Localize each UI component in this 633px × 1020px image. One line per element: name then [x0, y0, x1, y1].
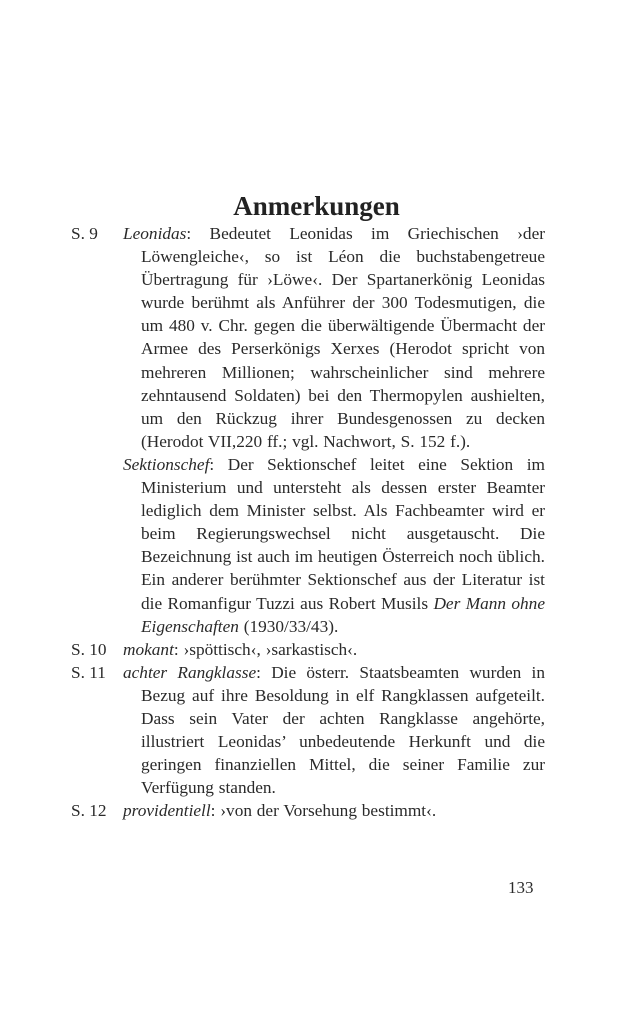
note-text: : Der Sektionschef leitet eine Sektion im Ministerium und untersteht als dessen erster Beamter lediglich dem Minister selbst. Als Fachbeamter wird er beim Regierungswechsel nicht ausgetauscht. Die Bezeichnung ist auch im heutigen Österreich noch üblich. Ein anderer berühmter Sektionschef aus der Literatur ist die Romanfigur Tuzzi aus Robert Musils: [141, 454, 545, 613]
notes-list: [71, 222, 545, 822]
page-reference: S. 10: [71, 639, 107, 659]
note-group: [71, 799, 545, 822]
note-entry: [123, 222, 545, 453]
note-group: [71, 638, 545, 661]
page-reference: S. 9: [71, 224, 98, 243]
note-text: : Die österr. Staatsbeamten wurden in Bezug auf ihre Besoldung in elf Rangklassen aufgeteilt. Dass sein Vater der achten Rangklasse angehörte, illustriert Leonidas’ unbedeutende Herkunft und die geringen finanziellen Mittel, die seiner Familie zur Verfügung standen.: [141, 662, 545, 798]
note-entry: [123, 638, 545, 661]
note-keyword: Leonidas: [123, 224, 187, 243]
page-reference: S. 11: [71, 662, 106, 682]
page-reference: S. 12: [71, 801, 107, 821]
note-group: [71, 222, 545, 638]
note-keyword: providentiell: [123, 801, 211, 821]
note-text: : Bedeutet Leonidas im Griechischen ›der Löwengleiche‹, so ist Léon die buchstabengetreue Übertragung für ›Löwe‹. Der Spartanerkönig Leonidas wurde berühmt als Anführer der 300 Todesmutigen, die um 480 v. Chr. gegen die überwältigende Übermacht der Armee des Perserkönigs Xerxes (Herodot spricht von mehreren Millionen; wahrscheinlicher sind mehrere zehntausend Soldaten) bei den Thermopylen aushielten, um den Rückzug ihrer Bundesgenossen zu decken (Herodot VII,220 ff.; vgl. Nachwort, S. 152 f.).: [141, 224, 545, 451]
note-text: : ›von der Vorsehung bestimmt‹.: [210, 801, 437, 821]
note-text: (1930/33/43).: [238, 616, 339, 636]
note-keyword: mokant: [123, 639, 174, 659]
note-entry: [123, 661, 545, 800]
page-title: Anmerkungen: [233, 191, 400, 222]
note-group: [71, 661, 545, 800]
note-entry: [123, 453, 545, 638]
note-entry: [123, 799, 545, 822]
note-keyword: Sektionschef: [123, 454, 210, 474]
book-title: Der Mann ohne Eigenschaften: [141, 593, 545, 636]
note-text: : ›spöttisch‹, ›sarkastisch‹.: [173, 639, 358, 659]
note-keyword: achter Rangklasse: [123, 662, 257, 682]
page-number: 133: [508, 878, 534, 897]
